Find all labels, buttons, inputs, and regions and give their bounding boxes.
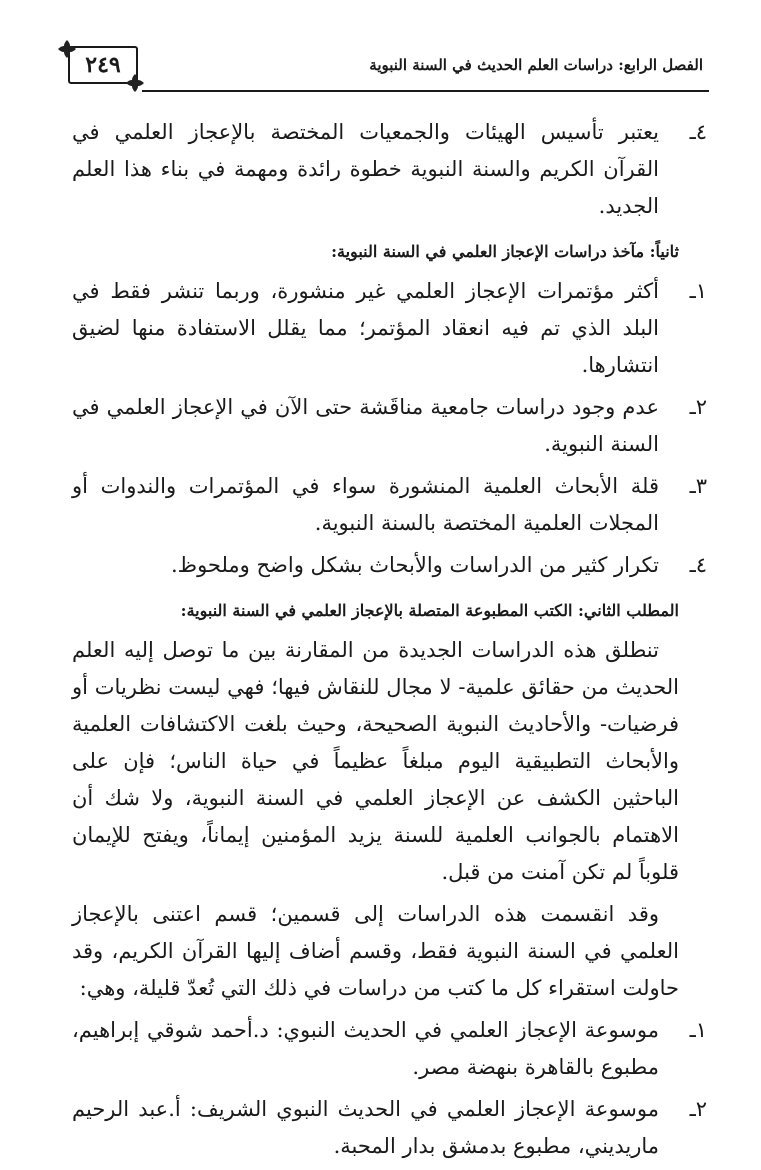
item-text: أكثر مؤتمرات الإعجاز العلمي غير منشورة، وربما تنشر فقط في البلد الذي تم فيه انعقاد المؤتمر؛ مما يقلل الاستفادة منها لضيق انتشارها. (72, 279, 659, 377)
list-item (72, 1012, 707, 1086)
chapter-title: الفصل الرابع: دراسات العلم الحديث في السنة النبوية (369, 56, 703, 74)
item-number: ٤ـ (689, 553, 707, 577)
item-text: يعتبر تأسيس الهيئات والجمعيات المختصة بالإعجاز العلمي في القرآن الكريم والسنة النبوية خطوة رائدة ومهمة في بناء هذا العلم الجديد. (72, 120, 659, 218)
section-heading: المطلب الثاني: الكتب المطبوعة المتصلة بالإعجاز العلمي في السنة النبوية: (180, 601, 679, 620)
item-number: ٢ـ (689, 1097, 707, 1121)
header-rule (142, 90, 709, 92)
list-item (72, 1091, 707, 1165)
paragraph: تنطلق هذه الدراسات الجديدة من المقارنة بين ما توصل إليه العلم الحديث من حقائق علمية- لا مجال للنقاش فيها؛ فهي ليست نظريات أو فرضيات- والأحاديث النبوية الصحيحة، وحيث بلغت الاكتشافات العلمية والأبحاث التطبيقية اليوم مبلغاً عظيماً في حياة الناس؛ فإن على الباحثين الكشف عن الإعجاز العلمي في السنة النبوية، ولا شك أن الاهتمام بالجوانب العلمية للسنة يزيد المؤمنين إيماناً، ويفتح للإيمان قلوباً لم تكن آمنت من قبل. (72, 638, 679, 884)
item-number: ٢ـ (689, 395, 707, 419)
page-content (72, 114, 707, 1170)
item-number: ١ـ (689, 1018, 707, 1042)
item-text: قلة الأبحاث العلمية المنشورة سواء في المؤتمرات والندوات أو المجلات العلمية المختصة بالسنة النبوية. (72, 474, 659, 535)
page-header (50, 40, 709, 92)
item-number: ٣ـ (689, 474, 707, 498)
section-heading: ثانياً: مآخذ دراسات الإعجاز العلمي في السنة النبوية: (331, 242, 679, 261)
list-item (72, 273, 707, 384)
paragraph: وقد انقسمت هذه الدراسات إلى قسمين؛ قسم اعتنى بالإعجاز العلمي في السنة النبوية فقط، وقسم أضاف إليها القرآن الكريم، وقد حاولت استقراء كل ما كتب من دراسات في ذلك التي تُعدّ قليلة، وهي: (72, 902, 679, 1000)
list-item (72, 389, 707, 463)
item-text: موسوعة الإعجاز العلمي في الحديث النبوي الشريف: أ.عبد الرحيم ماريديني، مطبوع بدمشق بدار المحبة. (72, 1097, 659, 1158)
list-item (72, 114, 707, 225)
list-item (72, 547, 707, 584)
corner-ornament-icon (124, 72, 146, 94)
page-number: ٢٤٩ (85, 52, 121, 78)
item-text: تكرار كثير من الدراسات والأبحاث بشكل واضح وملحوظ. (170, 553, 659, 577)
item-text: عدم وجود دراسات جامعية مناقَشة حتى الآن في الإعجاز العلمي في السنة النبوية. (72, 395, 659, 456)
corner-ornament-icon (56, 38, 78, 60)
item-number: ١ـ (689, 279, 707, 303)
item-text: موسوعة الإعجاز العلمي في الحديث النبوي: د.أحمد شوقي إبراهيم، مطبوع بالقاهرة بنهضة مصر. (72, 1018, 659, 1079)
item-number: ٤ـ (689, 120, 707, 144)
list-item (72, 468, 707, 542)
